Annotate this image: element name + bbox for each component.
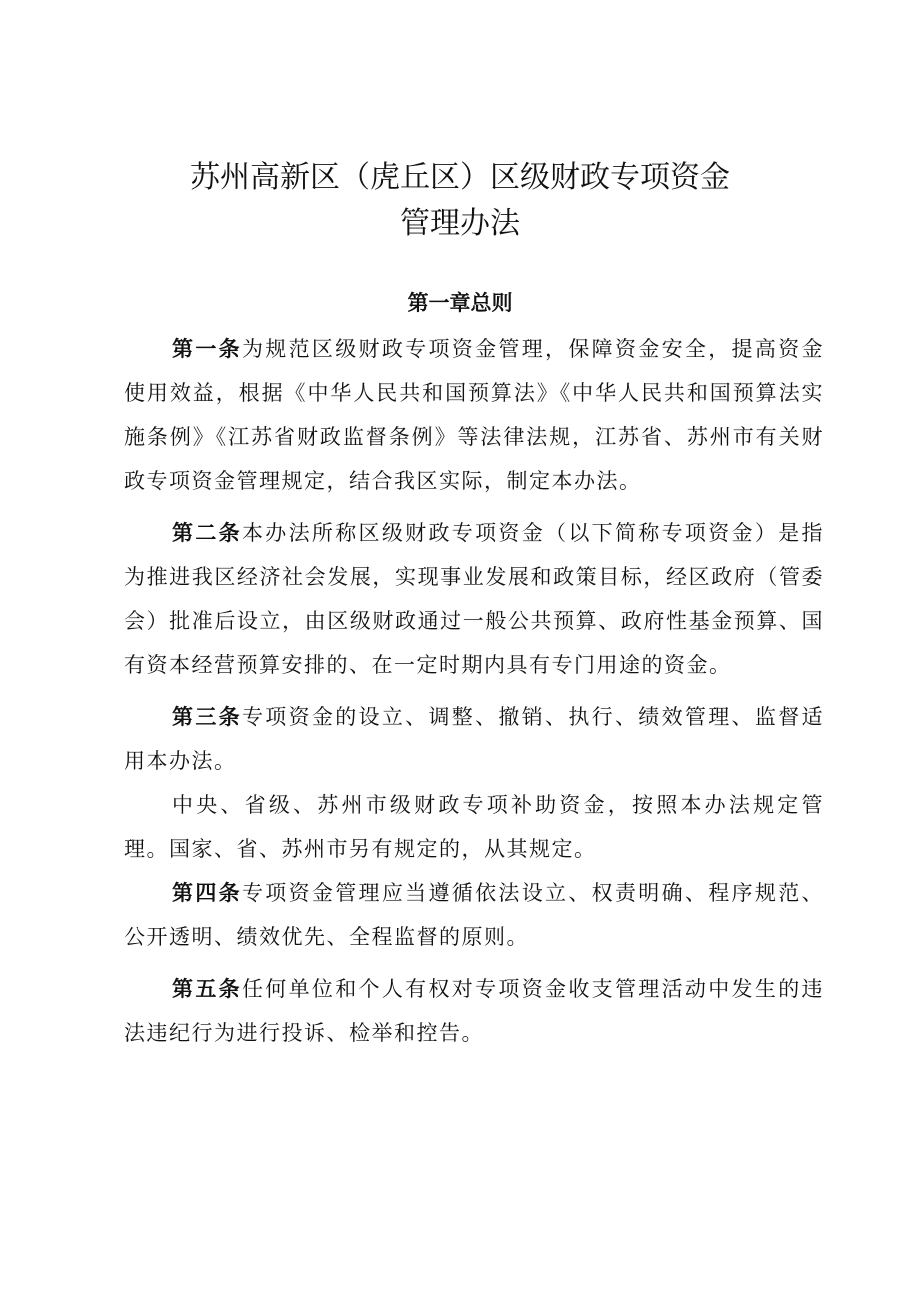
document-title-line-1: 苏州高新区（虎丘区）区级财政专项资金: [190, 160, 730, 195]
article-3-text: 专项资金的设立、调整、撤销、执行、绩效管理、监督适用本办法。: [124, 705, 825, 773]
article-5: [124, 967, 824, 1055]
article-4-text: 专项资金管理应当遵循依法设立、权责明确、程序规范、公开透明、绩效优先、全程监督的原则。: [124, 881, 825, 949]
article-5-text: 任何单位和个人有权对专项资金收支管理活动中发生的违法违纪行为进行投诉、检举和控告。: [124, 977, 825, 1045]
article-2: [124, 511, 824, 687]
article-4: [124, 871, 824, 959]
article-4-label: 第四条: [172, 881, 242, 905]
article-2-text: 本办法所称区级财政专项资金（以下简称专项资金）是指为推进我区经济社会发展，实现事业发展和政策目标，经区政府（管委会）批准后设立，由区级财政通过一般公共预算、政府性基金预算、国有资本经营预算安排的、在一定时期内具有专门用途的资金。: [124, 521, 825, 677]
article-1: [124, 327, 824, 503]
article-3-paragraph-2: [124, 783, 824, 871]
article-2-label: 第二条: [172, 521, 242, 545]
document-title-line-2: 管理办法: [400, 206, 520, 241]
article-1-text: 为规范区级财政专项资金管理，保障资金安全，提高资金使用效益，根据《中华人民共和国预算法》《中华人民共和国预算法实施条例》《江苏省财政监督条例》等法律法规，江苏省、苏州市有关财政专项资金管理规定，结合我区实际，制定本办法。: [124, 337, 825, 493]
document-body: [124, 327, 824, 1055]
article-3-paragraph-2-text: 中央、省级、苏州市级财政专项补助资金，按照本办法规定管理。国家、省、苏州市另有规定的，从其规定。: [124, 793, 824, 861]
article-1-label: 第一条: [172, 337, 242, 361]
article-5-label: 第五条: [172, 977, 242, 1001]
chapter-heading: 第一章总则: [407, 291, 513, 315]
article-3-label: 第三条: [172, 705, 242, 729]
article-3: [124, 695, 824, 783]
